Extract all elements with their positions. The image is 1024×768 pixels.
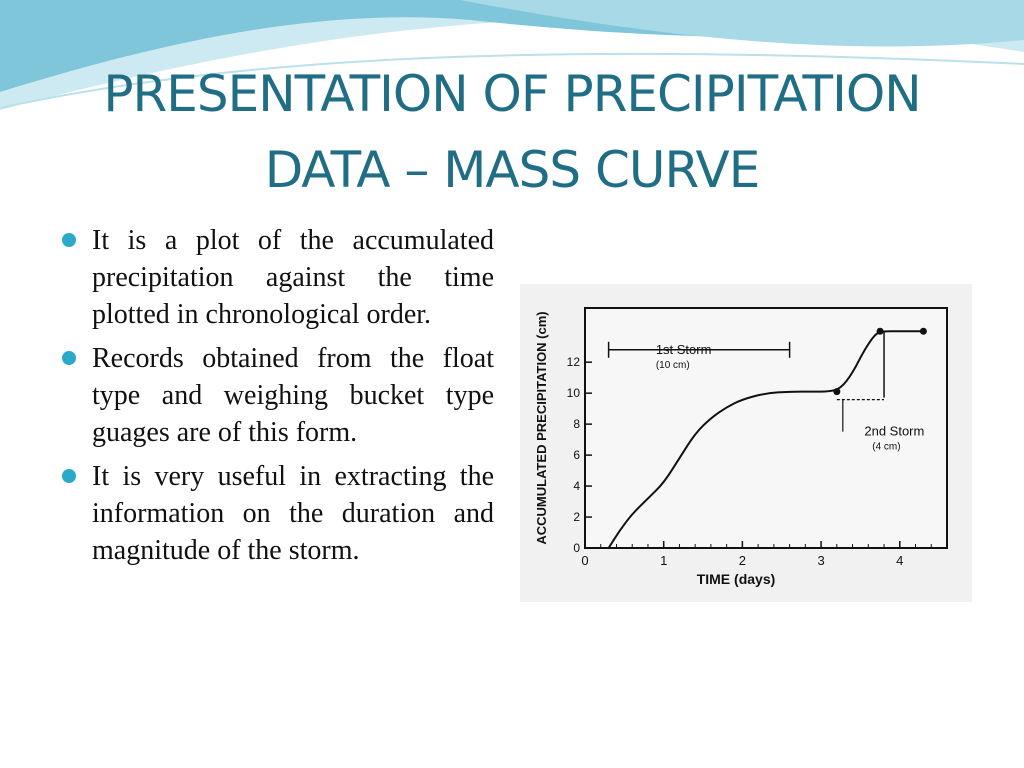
x-tick-label: 4 xyxy=(896,553,904,568)
x-tick-label: 0 xyxy=(581,553,589,568)
storm1-label: 1st Storm xyxy=(655,341,712,357)
bullet-item xyxy=(62,222,494,333)
y-tick-label: 12 xyxy=(566,355,580,370)
x-tick-label: 1 xyxy=(660,553,668,568)
curve-point xyxy=(877,328,884,335)
bullet-list xyxy=(62,222,494,576)
slide-title-line-1: PRESENTATION OF PRECIPITATION xyxy=(103,65,921,123)
curve-point xyxy=(833,388,840,395)
y-tick-label: 0 xyxy=(573,541,580,555)
bullet-text: Records obtained from the float type and weighing bucket type guages are of this form. xyxy=(92,343,494,448)
x-tick-label: 3 xyxy=(817,553,825,568)
bullet-item xyxy=(62,340,494,451)
mass-curve-chart xyxy=(520,284,972,602)
curve-point xyxy=(920,328,927,335)
storm2-sublabel: (4 cm) xyxy=(872,441,901,453)
y-tick-label: 10 xyxy=(566,386,580,401)
y-tick-label: 6 xyxy=(573,448,580,463)
x-axis-label: TIME (days) xyxy=(696,571,776,587)
y-tick-label: 8 xyxy=(573,417,580,432)
bullet-dot-icon xyxy=(62,351,76,365)
y-axis-label: ACCUMULATED PRECIPITATION (cm) xyxy=(534,311,549,545)
mass-curve-figure xyxy=(520,284,972,602)
bullet-text: It is very useful in extracting the information on the duration and magnitude of the storm. xyxy=(92,461,494,566)
slide-title-line-2: DATA – MASS CURVE xyxy=(264,141,760,199)
y-tick-label: 4 xyxy=(573,479,580,494)
bullet-dot-icon xyxy=(62,469,76,483)
storm1-sublabel: (10 cm) xyxy=(655,359,690,371)
y-tick-label: 2 xyxy=(573,510,580,525)
x-tick-label: 2 xyxy=(738,553,747,568)
bullet-item xyxy=(62,458,494,569)
bullet-dot-icon xyxy=(62,233,76,247)
storm2-label: 2nd Storm xyxy=(864,423,925,439)
bullet-text: It is a plot of the accumulated precipitation against the time plotted in chronological order. xyxy=(92,225,494,330)
